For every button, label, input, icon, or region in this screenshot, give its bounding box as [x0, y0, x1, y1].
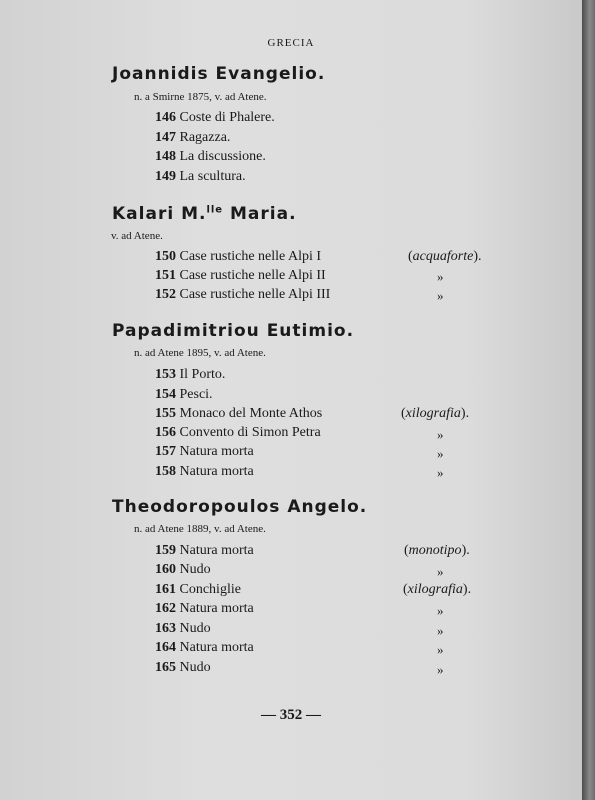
item-title: Natura morta — [179, 601, 254, 616]
item-title: Ragazza. — [179, 130, 231, 145]
book-spine-shadow — [582, 0, 595, 800]
artist-name-title-sup: lle — [206, 204, 224, 216]
item-number: 155 — [155, 406, 176, 421]
technique-note: (acquaforte). — [408, 249, 482, 264]
ditto-mark: » — [437, 288, 444, 303]
item-title: Nudo — [179, 562, 211, 577]
item-title: Natura morta — [179, 444, 254, 459]
list-item — [155, 406, 322, 422]
technique-label: xilografia — [405, 406, 461, 421]
list-item — [155, 169, 246, 185]
item-title: Natura morta — [179, 640, 254, 655]
item-title: Natura morta — [179, 464, 254, 479]
list-item — [155, 268, 326, 284]
item-number: 164 — [155, 640, 176, 655]
item-number: 157 — [155, 444, 176, 459]
technique-note: (xilografia). — [403, 582, 472, 597]
list-item — [155, 601, 254, 617]
item-title: Monaco del Monte Athos — [179, 406, 323, 421]
list-item — [155, 287, 330, 303]
item-title: Nudo — [179, 660, 211, 675]
list-item — [155, 543, 254, 559]
item-number: 150 — [155, 249, 176, 264]
item-number: 149 — [155, 169, 176, 184]
list-item — [155, 367, 225, 383]
artist-name-part: Kalari M. — [112, 204, 207, 224]
item-number: 153 — [155, 367, 176, 382]
ditto-mark: » — [437, 623, 444, 638]
artist-bio: n. ad Atene 1889, v. ad Atene. — [134, 523, 266, 535]
item-title: La scultura. — [179, 169, 246, 184]
list-item — [155, 621, 211, 637]
artist-bio: n. ad Atene 1895, v. ad Atene. — [134, 347, 266, 359]
item-number: 158 — [155, 464, 176, 479]
item-number: 163 — [155, 621, 176, 636]
list-item — [155, 640, 254, 656]
artist-bio: v. ad Atene. — [111, 230, 163, 242]
list-item — [155, 249, 321, 265]
list-item — [155, 582, 241, 598]
ditto-mark: » — [437, 642, 444, 657]
list-item — [155, 660, 211, 676]
item-title: Conchiglie — [179, 582, 241, 597]
item-number: 151 — [155, 268, 176, 283]
item-number: 146 — [155, 110, 176, 125]
item-title: Il Porto. — [179, 367, 226, 382]
list-item — [155, 387, 213, 403]
ditto-mark: » — [437, 427, 444, 442]
technique-note: (monotipo). — [404, 543, 470, 558]
list-item — [155, 562, 211, 578]
item-number: 156 — [155, 425, 176, 440]
item-title: Case rustiche nelle Alpi I — [179, 249, 322, 264]
artist-name: Papadimitriou Eutimio. — [112, 321, 355, 341]
list-item — [155, 110, 275, 126]
ditto-mark: » — [437, 269, 444, 284]
ditto-mark: » — [437, 564, 444, 579]
item-title: La discussione. — [179, 149, 266, 164]
technique-label: monotipo — [408, 543, 462, 558]
item-title: Coste di Phalere. — [179, 110, 275, 125]
artist-name-part: Maria. — [230, 204, 297, 224]
list-item — [155, 130, 230, 146]
ditto-mark: » — [437, 662, 444, 677]
item-number: 160 — [155, 562, 176, 577]
item-title: Pesci. — [179, 387, 213, 402]
item-title: Case rustiche nelle Alpi II — [179, 268, 326, 283]
item-number: 161 — [155, 582, 176, 597]
item-number: 165 — [155, 660, 176, 675]
page-header: GRECIA — [267, 37, 315, 49]
ditto-mark: » — [437, 465, 444, 480]
item-number: 152 — [155, 287, 176, 302]
item-title: Convento di Simon Petra — [179, 425, 321, 440]
item-title: Case rustiche nelle Alpi III — [179, 287, 331, 302]
item-number: 159 — [155, 543, 176, 558]
artist-name: Theodoropoulos Angelo. — [112, 497, 368, 517]
artist-bio: n. a Smirne 1875, v. ad Atene. — [134, 91, 267, 103]
artist-name: Joannidis Evangelio. — [112, 64, 326, 84]
technique-note: (xilografia). — [401, 406, 470, 421]
list-item — [155, 149, 266, 165]
item-number: 147 — [155, 130, 176, 145]
ditto-mark: » — [437, 603, 444, 618]
list-item — [155, 464, 254, 480]
artist-name — [112, 204, 297, 224]
item-number: 154 — [155, 387, 176, 402]
item-number: 162 — [155, 601, 176, 616]
technique-label: xilografia — [407, 582, 463, 597]
ditto-mark: » — [437, 446, 444, 461]
list-item — [155, 425, 321, 441]
item-number: 148 — [155, 149, 176, 164]
item-title: Natura morta — [179, 543, 254, 558]
page-number: — 352 — — [261, 707, 321, 723]
item-title: Nudo — [179, 621, 211, 636]
technique-label: acquaforte — [412, 249, 474, 264]
list-item — [155, 444, 254, 460]
